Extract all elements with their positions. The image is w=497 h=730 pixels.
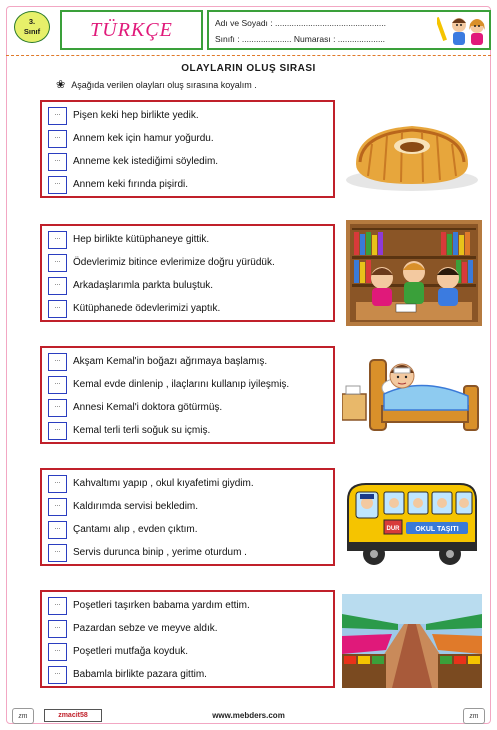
order-blank[interactable]: ... xyxy=(48,422,67,440)
order-blank[interactable]: ... xyxy=(48,643,67,661)
sentence-text: Anneme kek istediğimi söyledim. xyxy=(73,156,219,167)
sentence-text: Pazardan sebze ve meyve aldık. xyxy=(73,623,218,634)
question-group-4 xyxy=(40,468,335,566)
sentence-text: Kemal terli terli soğuk su içmiş. xyxy=(73,425,211,436)
cake-picture-icon xyxy=(342,104,482,194)
sentence-row xyxy=(48,152,218,171)
sentence-text: Poşetleri mutfağa koyduk. xyxy=(73,646,189,657)
order-blank[interactable]: ... xyxy=(48,666,67,684)
sentence-text: Hep birlikte kütüphaneye gittik. xyxy=(73,234,210,245)
order-blank[interactable]: ... xyxy=(48,231,67,249)
sentence-text: Kahvaltımı yapıp , okul kıyafetimi giydim. xyxy=(73,478,254,489)
flower-bullet-icon: ❀ xyxy=(56,79,66,91)
sentence-text: Kütüphanede ödevlerimizi yaptık. xyxy=(73,303,221,314)
sentence-row xyxy=(48,398,222,417)
sentence-row xyxy=(48,619,218,638)
bus-sign-text: OKUL TAŞITI xyxy=(415,526,459,533)
sentence-row xyxy=(48,299,220,318)
question-group-2 xyxy=(40,224,335,322)
order-blank[interactable]: ... xyxy=(48,277,67,295)
order-blank[interactable]: ... xyxy=(48,544,67,562)
footer-website-link[interactable]: www.mebders.com xyxy=(212,711,285,720)
sentence-row xyxy=(48,175,188,194)
sentence-row xyxy=(48,520,198,539)
grade-label: Sınıf xyxy=(23,27,41,36)
sentence-row xyxy=(48,230,209,249)
sentence-row xyxy=(48,106,199,125)
kids-illustration-icon xyxy=(437,13,489,47)
sentence-text: Akşam Kemal'in boğazı ağrımaya başlamış. xyxy=(73,356,268,367)
question-group-1 xyxy=(40,100,335,198)
sentence-text: Arkadaşlarımla parkta buluştuk. xyxy=(73,280,214,291)
order-blank[interactable]: ... xyxy=(48,620,67,638)
school-bus-picture-icon xyxy=(342,476,482,568)
library-children-picture-icon xyxy=(346,220,482,326)
sentence-row xyxy=(48,497,198,516)
sentence-text: Kemal evde dinlenip , ilaçlarını kullanıp iyileşmiş. xyxy=(73,379,290,390)
order-blank[interactable]: ... xyxy=(48,521,67,539)
subject-title: TÜRKÇE xyxy=(90,18,173,41)
sentence-text: Pişen keki hep birlikte yedik. xyxy=(73,110,199,121)
sentence-row xyxy=(48,665,207,684)
sentence-text: Ödevlerimiz bitince evlerimize doğru yürüdük. xyxy=(73,257,275,268)
sentence-row xyxy=(48,253,275,272)
order-blank[interactable]: ... xyxy=(48,399,67,417)
bus-stop-sign-text: DUR xyxy=(386,526,400,532)
sentence-text: Çantamı alıp , evden çıktım. xyxy=(73,524,198,535)
sentence-row xyxy=(48,474,254,493)
order-blank[interactable]: ... xyxy=(48,353,67,371)
sentence-row xyxy=(48,543,247,562)
order-blank[interactable]: ... xyxy=(48,376,67,394)
sentence-row xyxy=(48,276,213,295)
instruction xyxy=(56,78,257,91)
sentence-row xyxy=(48,642,188,661)
order-blank[interactable]: ... xyxy=(48,130,67,148)
sentence-row xyxy=(48,375,289,394)
sentence-text: Kaldırımda servisi bekledim. xyxy=(73,501,199,512)
question-group-3 xyxy=(40,346,335,444)
sentence-text: Annesi Kemal'i doktora götürmüş. xyxy=(73,402,223,413)
order-blank[interactable]: ... xyxy=(48,475,67,493)
sentence-row xyxy=(48,352,267,371)
order-blank[interactable]: ... xyxy=(48,498,67,516)
grade-badge xyxy=(14,11,50,43)
order-blank[interactable]: ... xyxy=(48,300,67,318)
page-title: OLAYLARIN OLUŞ SIRASI xyxy=(181,63,316,74)
order-blank[interactable]: ... xyxy=(48,254,67,272)
sentence-text: Babamla birlikte pazara gittim. xyxy=(73,669,207,680)
sentence-row xyxy=(48,129,214,148)
order-blank[interactable]: ... xyxy=(48,176,67,194)
sentence-row xyxy=(48,421,210,440)
sentence-row xyxy=(48,596,250,615)
class-number-field[interactable]: Sınıfı : ..................... Numarası : .................... xyxy=(215,34,386,44)
footer-code: zmacit58 xyxy=(44,709,102,722)
order-blank[interactable]: ... xyxy=(48,597,67,615)
order-blank[interactable]: ... xyxy=(48,107,67,125)
grade-number: 3. xyxy=(28,17,36,26)
sick-boy-bed-picture-icon xyxy=(342,346,482,442)
instruction-text: Aşağıda verilen olayları oluş sırasına koyalım . xyxy=(71,80,257,90)
subject-title-box xyxy=(60,10,203,50)
market-bazaar-picture-icon xyxy=(342,594,482,688)
order-blank[interactable]: ... xyxy=(48,153,67,171)
sentence-text: Annem keki fırında pişirdi. xyxy=(73,179,189,190)
question-group-5 xyxy=(40,590,335,688)
footer-logo-right: zm xyxy=(463,708,485,724)
footer-logo-left: zm xyxy=(12,708,34,724)
sentence-text: Servis durunca binip , yerime oturdum . xyxy=(73,547,247,558)
sentence-text: Poşetleri taşırken babama yardım ettim. xyxy=(73,600,250,611)
header-divider xyxy=(6,55,491,56)
sentence-text: Annem kek için hamur yoğurdu. xyxy=(73,133,214,144)
name-field[interactable]: Adı ve Soyadı : ............................................... xyxy=(215,18,387,28)
